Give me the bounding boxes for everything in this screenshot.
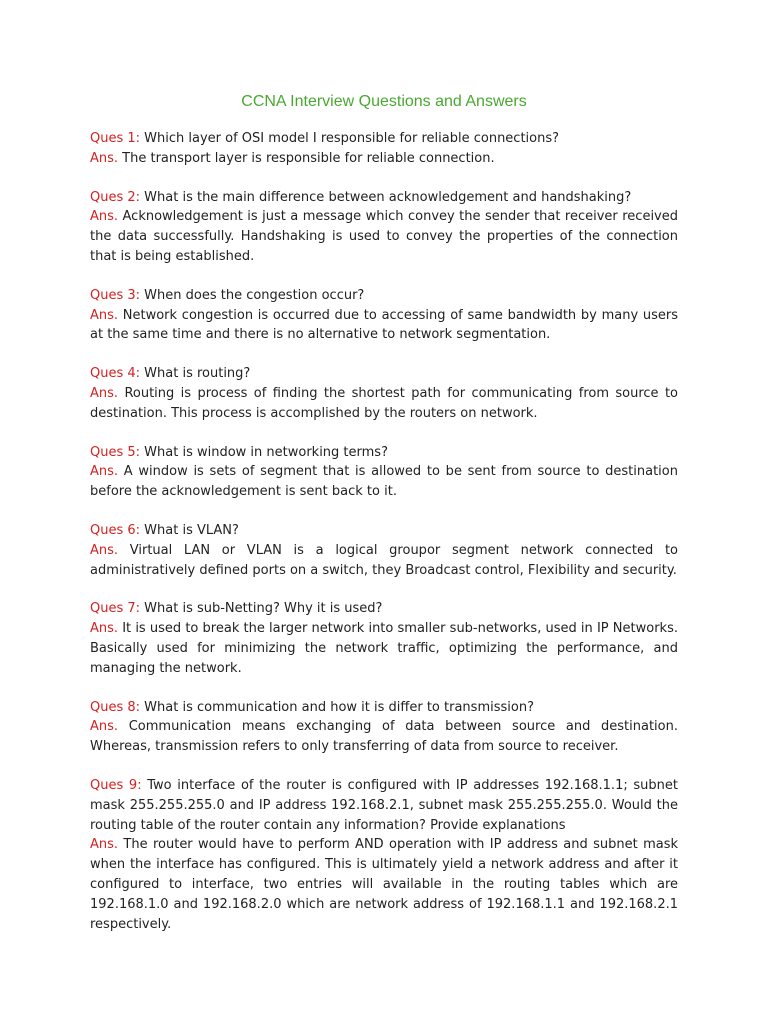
answer-label: Ans.	[90, 719, 119, 735]
answer-3	[90, 306, 678, 346]
question-text: What is window in networking terms?	[140, 444, 388, 460]
question-6	[90, 521, 678, 541]
answer-7	[90, 619, 678, 678]
question-text: What is routing?	[140, 366, 251, 382]
question-text: What is communication and how it is differ to transmission?	[140, 699, 534, 715]
qa-item-4	[90, 364, 678, 423]
qa-item-6	[90, 521, 678, 580]
question-label: Ques 8:	[90, 699, 141, 715]
question-label: Ques 6:	[90, 522, 141, 538]
answer-2	[90, 207, 678, 266]
question-label: Ques 4:	[90, 366, 141, 382]
question-label: Ques 2:	[90, 189, 141, 205]
question-label: Ques 3:	[90, 287, 141, 303]
question-text: When does the congestion occur?	[140, 287, 365, 303]
answer-4	[90, 384, 678, 424]
answer-text: Virtual LAN or VLAN is a logical groupor segment network connected to administratively defined ports on a switch, they Broadcast control, Flexibility and security.	[90, 542, 678, 578]
answer-label: Ans.	[90, 209, 119, 225]
document-page	[90, 92, 678, 953]
answer-text: Acknowledgement is just a message which convey the sender that receiver received the data successfully. Handshaking is used to convey the properties of the connection that is being established.	[90, 209, 678, 264]
answer-5	[90, 462, 678, 502]
question-label: Ques 9:	[90, 777, 142, 793]
answer-text: The router would have to perform AND operation with IP address and subnet mask when the interface has configured. This is ultimately yield a network address and after it configured to interface, two entries will available in the routing tables which are 192.168.1.0 and 192.168.2.0 which are network address of 192.168.1.1 and 192.168.2.1 respectively.	[90, 837, 678, 932]
question-1	[90, 129, 678, 149]
answer-1	[90, 149, 678, 169]
answer-label: Ans.	[90, 542, 119, 558]
answer-label: Ans.	[90, 464, 119, 480]
question-text: What is sub-Netting? Why it is used?	[140, 601, 383, 617]
question-text: Which layer of OSI model I responsible for reliable connections?	[140, 131, 560, 146]
answer-6	[90, 541, 678, 581]
answer-text: A window is sets of segment that is allowed to be sent from source to destination before the acknowledgement is sent back to it.	[90, 464, 678, 500]
answer-label: Ans.	[90, 150, 119, 166]
question-text: What is the main difference between acknowledgement and handshaking?	[140, 189, 632, 205]
question-label: Ques 7:	[90, 601, 141, 617]
question-3	[90, 286, 678, 306]
qa-item-1	[90, 129, 678, 169]
qa-item-9	[90, 776, 678, 934]
document-title: CCNA Interview Questions and Answers	[241, 93, 527, 110]
qa-item-8	[90, 698, 678, 757]
answer-text: It is used to break the larger network into smaller sub-networks, used in IP Networks. Basically used for minimizing the network traffic, optimizing the performance, and managing the network.	[90, 621, 678, 676]
answer-text: Communication means exchanging of data between source and destination. Whereas, transmission refers to only transferring of data from source to receiver.	[90, 719, 678, 755]
answer-text: The transport layer is responsible for reliable connection.	[118, 150, 495, 166]
question-text: What is VLAN?	[140, 522, 239, 538]
qa-item-5	[90, 443, 678, 502]
answer-label: Ans.	[90, 307, 119, 323]
question-label: Ques 1:	[90, 131, 141, 146]
answer-label: Ans.	[90, 385, 119, 401]
answer-label: Ans.	[90, 837, 119, 853]
question-label: Ques 5:	[90, 444, 141, 460]
qa-item-2	[90, 188, 678, 267]
question-8	[90, 698, 678, 718]
answer-label: Ans.	[90, 621, 119, 637]
question-text: Two interface of the router is configured with IP addresses 192.168.1.1; subnet mask 255.255.255.0 and IP address 192.168.2.1, subnet mask 255.255.255.0. Would the routing table of the router contain any information? Provide explanations	[90, 777, 678, 833]
answer-text: Network congestion is occurred due to accessing of same bandwidth by many users at the same time and there is no alternative to network segmentation.	[90, 307, 678, 343]
qa-item-7	[90, 599, 678, 678]
answer-8	[90, 717, 678, 757]
qa-item-3	[90, 286, 678, 345]
question-2	[90, 188, 678, 208]
question-9	[90, 776, 678, 835]
question-5	[90, 443, 678, 463]
question-7	[90, 599, 678, 619]
answer-9	[90, 835, 678, 934]
question-4	[90, 364, 678, 384]
answer-text: Routing is process of finding the shortest path for communicating from source to destination. This process is accomplished by the routers on network.	[90, 385, 678, 421]
